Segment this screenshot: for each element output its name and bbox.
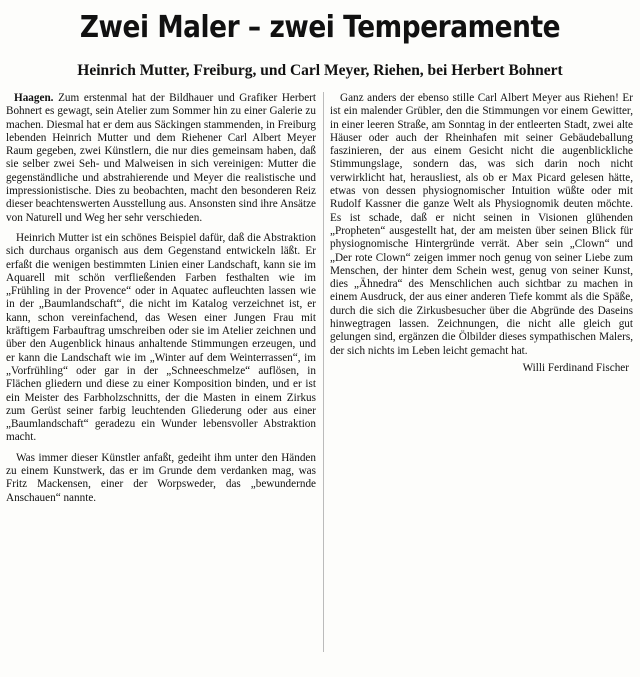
left-column [6, 92, 316, 512]
paragraph-4: Ganz anders der ebenso stille Carl Albert Meyer aus Riehen! Er ist ein malender Grübler, den die Stimmungen vor einem Gewitter, in einer leeren Straße, am Sonntag in der entleerten Stadt, zwei alte Häuser oder auch der Rheinhafen mit seiner Gebäudeballung faszinieren, der aus einem Gesicht nicht die augenblickliche Stimmungslage, sondern das, was sich darin noch nicht verwirklicht hat, herausliest, als ob er Max Picard gelesen hätte, etwas von dessen physiognomischer Intuition wüßte oder mit Rudolf Kassner die ganze Welt als Physiognomik deuten möchte. Es ist schade, daß er nicht seinen in Visionen glühenden „Propheten“ ausgestellt hat, der am meisten über seinen Blick für physiognomische Hintergründe verrät. Aber sein „Clown“ und „Der rote Clown“ zeigen immer noch genug von seiner Liebe zum Menschen, der hinter dem Schein west, genug von seiner Kunst, dies „Ähnedra“ des Menschlichen auch sichtbar zu machen in einem Ausdruck, der aus einer anderen Tiefe kommt als die Späße, durch die sich die Zirkusbesucher über die Abgründe des Daseins hinwegtragen lassen. Zeichnungen, die nicht alle gleich gut gelungen sind, ergänzen die Ölbilder dieses sympathischen Malers, der sich nichts im Leben leicht gemacht hat. [330, 92, 633, 357]
paragraph-1-text: Zum erstenmal hat der Bildhauer und Grafiker Herbert Bohnert es gewagt, sein Atelier zum Sommer hin zu einer Galerie zu machen. Diesmal hat er dem aus Säckingen stammenden, in Freiburg lebenden Heinrich Mutter und dem Riehener Carl Albert Meyer Raum gegeben, zwei Künstlern, die nur dies gemeinsam haben, daß sie selber zwei Seh- und Malweisen in sich vereinigen: Mutter die gegenständliche und abstrahierende und Meyer die realistische und impressionistische. Dies zu beobachten, macht den besonderen Reiz dieser beachtenswerten Ausstellung aus. Ansonsten sind ihre Ansätze von Naturell und Weg her sehr verschieden. [6, 92, 316, 224]
paragraph-3: Was immer dieser Künstler anfaßt, gedeiht ihm unter den Händen zu einem Kunstwerk, das er im Grunde dem verdanken mag, was Fritz Mackensen, einer der Worpsweder, das „bewundernde Anschauen“ nannte. [6, 451, 316, 504]
column-divider [323, 92, 324, 652]
author-byline: Willi Ferdinand Fischer [522, 361, 629, 374]
dateline: Haagen. [14, 92, 54, 104]
article-headline: Zwei Maler – zwei Temperamente [79, 10, 561, 45]
paragraph-2: Heinrich Mutter ist ein schönes Beispiel dafür, daß die Abstraktion sich durchaus organisch aus dem Gegenstand entwickeln läßt. Er erfaßt die wenigen bestimmten Linien einer Landschaft, kann sie im Aquarell mit schön verfließenden Farben festhalten wie im „Frühling in der Provence“ oder in Aquatec aufleuchten lassen wie in der „Baumlandschaft“, die nicht im Katalog verzeichnet ist, er kann, schon vereinfachend, das Wesen einer Jungen Frau mit kräftigem Farbauftrag umschreiben oder sie im Atelier zeichnen und über den Augenblick hinaus anhaltende Stimmungen erzeugen, und er kann die Landschaft wie im „Winter auf dem Weinterrassen“, im „Vorfrühling“ oder gar in der „Schneeschmelze“ auflösen, in Flächen gliedern und diese zu einer Komposition binden, und er ist ein Meister des Farbholzschnitts, der die Masten in einem Zirkus zum Gerüst seiner farbig leuchtenden Gliederung oder aus einer „Baumlandschaft“ geradezu ein Wunder lebensvoller Abstraktion macht. [6, 231, 316, 444]
right-column [330, 92, 633, 375]
paragraph-1 [6, 92, 316, 225]
article-subheadline: Heinrich Mutter, Freiburg, und Carl Meyer, Riehen, bei Herbert Bohnert [77, 62, 563, 79]
